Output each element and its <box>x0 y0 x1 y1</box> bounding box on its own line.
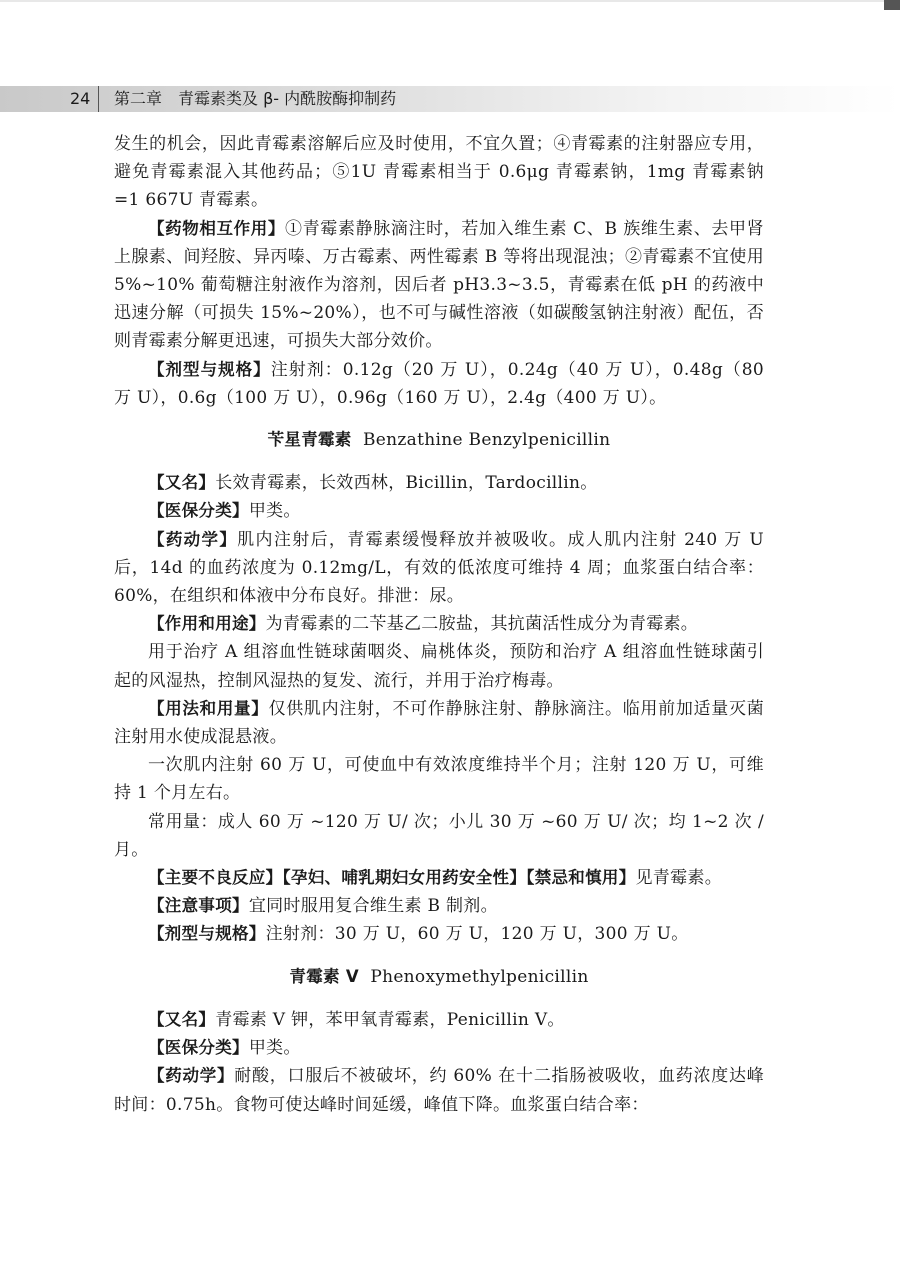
section-pharmacokinetics <box>114 526 764 611</box>
drug-name-cn: 青霉素 V <box>289 966 359 986</box>
section-text: 肌内注射后，青霉素缓慢释放并被吸收。成人肌内注射 240 万 U 后，14d 的血药浓度为 0.12mg/L，有效的低浓度可维持 4 周；血浆蛋白结合率：60%，在组织和体液中分布良好。排泄：尿。 <box>114 529 764 607</box>
section-drug-interactions <box>114 215 764 356</box>
section-label: 【药动学】 <box>148 1066 235 1086</box>
section-text: 见青霉素。 <box>635 868 722 889</box>
drug-title-penicillin-v <box>114 963 764 991</box>
section-dosage-forms <box>114 920 764 948</box>
section-label: 【剂型与规格】 <box>148 359 271 379</box>
section-alias <box>114 1006 764 1034</box>
dosage-paragraph: 一次肌内注射 60 万 U，可使血中有效浓度维持半个月；注射 120 万 U，可维持 1 个月左右。 <box>114 755 764 804</box>
continued-paragraph: 发生的机会，因此青霉素溶解后应及时使用，不宜久置；④青霉素的注射器应专用，避免青霉素混入其他药品；⑤1U 青霉素相当于 0.6μg 青霉素钠，1mg 青霉素钠 =1 667U 青霉素。 <box>114 134 764 211</box>
section-action-use <box>114 610 764 638</box>
section-adverse-reactions <box>114 864 764 892</box>
section-label: 【药物相互作用】 <box>148 218 286 238</box>
section-alias <box>114 469 764 497</box>
section-text: 仅供肌内注射，不可作静脉注射、静脉滴注。临用前加适量灭菌注射用水使成混悬液。 <box>114 698 764 748</box>
section-insurance <box>114 1034 764 1062</box>
corner-mark <box>884 0 900 10</box>
section-insurance <box>114 497 764 525</box>
section-dosage-forms <box>114 356 764 412</box>
section-label: 【注意事项】 <box>148 896 249 916</box>
section-label: 【用法和用量】 <box>148 698 269 718</box>
section-label: 【医保分类】 <box>148 501 249 521</box>
drug-name-cn: 苄星青霉素 <box>267 430 352 450</box>
section-label: 【药动学】 <box>148 529 238 549</box>
section-text: 青霉素 V 钾，苯甲氧青霉素，Penicillin V。 <box>215 1009 565 1030</box>
section-precautions <box>114 892 764 920</box>
section-text: 注射剂：30 万 U，60 万 U，120 万 U，300 万 U。 <box>265 924 689 945</box>
section-label: 【作用和用途】 <box>148 614 266 634</box>
section-label: 【主要不良反应】【孕妇、哺乳期妇女用药安全性】【禁忌和慎用】 <box>148 868 636 888</box>
chapter-title: 第二章 青霉素类及 β- 内酰胺酶抑制药 <box>114 89 397 108</box>
section-text: 注射剂：0.12g（20 万 U），0.24g（40 万 U），0.48g（80 万 U），0.6g（100 万 U），0.96g（160 万 U），2.4g（400 万 U）。 <box>114 359 764 408</box>
section-text: 耐酸，口服后不被破坏，约 60% 在十二指肠被吸收，血药浓度达峰时间：0.75h。食物可使达峰时间延缓，峰值下降。血浆蛋白结合率： <box>114 1066 764 1115</box>
page-number: 24 <box>70 86 99 112</box>
section-text: ①青霉素静脉滴注时，若加入维生素 C、B 族维生素、去甲肾上腺素、间羟胺、异丙嗪、万古霉素、两性霉素 B 等将出现混浊；②青霉素不宜使用 5%~10% 葡萄糖注射液作为溶剂，因后者 pH3.3~3.5，青霉素在低 pH 的药液中迅速分解（可损失 15%~20%），也不可与碱性溶液（如碳酸氢钠注射液）配伍，否则青霉素分解更迅速，可损失大部分效价。 <box>114 218 764 352</box>
section-label: 【又名】 <box>148 1009 216 1029</box>
section-label: 【又名】 <box>148 473 216 493</box>
section-label: 【剂型与规格】 <box>148 924 266 944</box>
section-dosage <box>114 695 764 751</box>
usual-dose-paragraph: 常用量：成人 60 万 ~120 万 U/ 次；小儿 30 万 ~60 万 U/ 次；均 1~2 次 / 月。 <box>114 811 764 860</box>
section-text: 甲类。 <box>248 1038 301 1059</box>
section-text: 宜同时服用复合维生素 B 制剂。 <box>248 896 498 917</box>
section-label: 【医保分类】 <box>148 1038 249 1058</box>
section-pharmacokinetics <box>114 1062 764 1118</box>
page-body <box>114 130 764 1119</box>
drug-name-en: Phenoxymethylpenicillin <box>370 966 589 987</box>
section-text: 甲类。 <box>248 501 301 522</box>
indications-paragraph: 用于治疗 A 组溶血性链球菌咽炎、扁桃体炎，预防和治疗 A 组溶血性链球菌引起的风湿热，控制风湿热的复发、流行，并用于治疗梅毒。 <box>114 642 764 691</box>
drug-name-en: Benzathine Benzylpenicillin <box>363 430 611 451</box>
page-top-edge <box>0 0 900 2</box>
drug-title-benzathine <box>114 426 764 454</box>
section-text: 长效青霉素，长效西林，Bicillin，Tardocillin。 <box>215 473 598 494</box>
section-text: 为青霉素的二苄基乙二胺盐，其抗菌活性成分为青霉素。 <box>265 614 699 635</box>
